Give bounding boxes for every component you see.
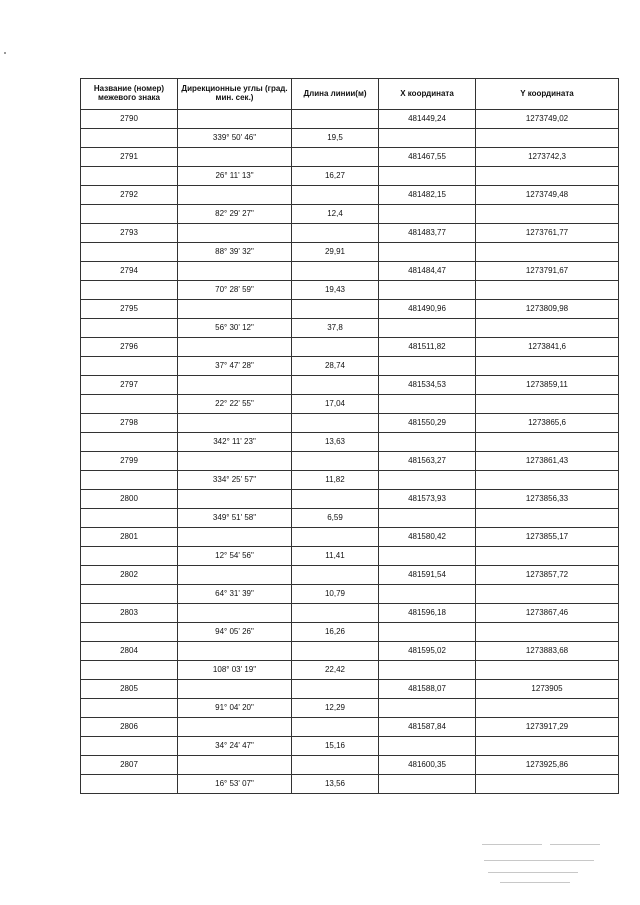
cell-x-coordinate: 481573,93 [379, 490, 476, 509]
cell-marker-name [81, 167, 178, 186]
header-row [81, 79, 619, 110]
header-direction-angle: Дирекционные углы (град. мин. сек.) [178, 79, 292, 110]
cell-x-coordinate: 481591,54 [379, 566, 476, 585]
cell-line-length [292, 414, 379, 433]
cell-x-coordinate: 481588,07 [379, 680, 476, 699]
cell-marker-name [81, 433, 178, 452]
cell-y-coordinate: 1273859,11 [476, 376, 619, 395]
cell-x-coordinate: 481563,27 [379, 452, 476, 471]
cell-marker-name: 2792 [81, 186, 178, 205]
table-row [81, 148, 619, 167]
cell-marker-name [81, 395, 178, 414]
cell-x-coordinate: 481600,35 [379, 756, 476, 775]
cell-direction-angle: 26° 11' 13" [178, 167, 292, 186]
cell-y-coordinate [476, 585, 619, 604]
cell-x-coordinate [379, 129, 476, 148]
table-row [81, 756, 619, 775]
cell-y-coordinate: 1273749,02 [476, 110, 619, 129]
cell-x-coordinate [379, 661, 476, 680]
cell-marker-name [81, 281, 178, 300]
cell-y-coordinate: 1273809,98 [476, 300, 619, 319]
cell-x-coordinate [379, 509, 476, 528]
cell-x-coordinate [379, 395, 476, 414]
cell-direction-angle [178, 680, 292, 699]
cell-marker-name: 2793 [81, 224, 178, 243]
cell-direction-angle: 334° 25' 57" [178, 471, 292, 490]
cell-y-coordinate: 1273742,3 [476, 148, 619, 167]
cell-x-coordinate [379, 699, 476, 718]
cell-marker-name: 2795 [81, 300, 178, 319]
cell-line-length [292, 376, 379, 395]
cell-direction-angle: 82° 29' 27" [178, 205, 292, 224]
cell-line-length [292, 452, 379, 471]
boundary-coordinates-table [80, 78, 619, 794]
cell-x-coordinate [379, 737, 476, 756]
cell-y-coordinate: 1273905 [476, 680, 619, 699]
cell-y-coordinate: 1273761,77 [476, 224, 619, 243]
table-header [81, 79, 619, 110]
cell-line-length [292, 224, 379, 243]
table-row [81, 338, 619, 357]
cell-line-length [292, 756, 379, 775]
cell-line-length: 28,74 [292, 357, 379, 376]
cell-line-length [292, 680, 379, 699]
table-row [81, 718, 619, 737]
table-row [81, 357, 619, 376]
cell-direction-angle [178, 566, 292, 585]
cell-line-length: 19,43 [292, 281, 379, 300]
table-row [81, 661, 619, 680]
header-line-length: Длина линии(м) [292, 79, 379, 110]
cell-marker-name [81, 661, 178, 680]
cell-marker-name: 2805 [81, 680, 178, 699]
cell-y-coordinate [476, 471, 619, 490]
table-row [81, 262, 619, 281]
cell-x-coordinate [379, 775, 476, 794]
cell-y-coordinate: 1273925,86 [476, 756, 619, 775]
cell-line-length [292, 566, 379, 585]
cell-line-length: 13,56 [292, 775, 379, 794]
cell-direction-angle [178, 642, 292, 661]
table-row [81, 319, 619, 338]
cell-marker-name: 2796 [81, 338, 178, 357]
cell-x-coordinate: 481596,18 [379, 604, 476, 623]
table-row [81, 205, 619, 224]
cell-y-coordinate: 1273855,17 [476, 528, 619, 547]
table-row [81, 528, 619, 547]
faint-stamp-marks [480, 838, 620, 888]
cell-y-coordinate [476, 395, 619, 414]
cell-x-coordinate: 481595,02 [379, 642, 476, 661]
cell-line-length [292, 718, 379, 737]
cell-y-coordinate: 1273867,46 [476, 604, 619, 623]
cell-direction-angle [178, 224, 292, 243]
cell-direction-angle [178, 452, 292, 471]
cell-y-coordinate: 1273883,68 [476, 642, 619, 661]
cell-y-coordinate [476, 509, 619, 528]
cell-x-coordinate [379, 433, 476, 452]
table-row [81, 471, 619, 490]
cell-marker-name [81, 205, 178, 224]
cell-direction-angle: 70° 28' 59" [178, 281, 292, 300]
cell-direction-angle [178, 528, 292, 547]
cell-y-coordinate [476, 167, 619, 186]
cell-y-coordinate: 1273856,33 [476, 490, 619, 509]
cell-direction-angle: 34° 24' 47" [178, 737, 292, 756]
cell-y-coordinate: 1273857,72 [476, 566, 619, 585]
cell-direction-angle: 12° 54' 56" [178, 547, 292, 566]
cell-marker-name [81, 547, 178, 566]
cell-line-length: 17,04 [292, 395, 379, 414]
table-row [81, 452, 619, 471]
cell-direction-angle: 339° 50' 46" [178, 129, 292, 148]
cell-y-coordinate [476, 129, 619, 148]
cell-direction-angle [178, 718, 292, 737]
cell-marker-name: 2802 [81, 566, 178, 585]
cell-x-coordinate: 481484,47 [379, 262, 476, 281]
cell-x-coordinate [379, 585, 476, 604]
table-row [81, 414, 619, 433]
cell-x-coordinate: 481587,84 [379, 718, 476, 737]
cell-line-length: 22,42 [292, 661, 379, 680]
cell-marker-name: 2803 [81, 604, 178, 623]
table-row [81, 300, 619, 319]
cell-marker-name [81, 243, 178, 262]
cell-marker-name [81, 585, 178, 604]
table-row [81, 547, 619, 566]
cell-marker-name: 2797 [81, 376, 178, 395]
cell-line-length: 16,26 [292, 623, 379, 642]
cell-line-length: 12,4 [292, 205, 379, 224]
cell-marker-name [81, 357, 178, 376]
cell-marker-name: 2798 [81, 414, 178, 433]
cell-line-length [292, 338, 379, 357]
cell-marker-name: 2790 [81, 110, 178, 129]
cell-marker-name [81, 699, 178, 718]
cell-direction-angle: 37° 47' 28" [178, 357, 292, 376]
table-row [81, 395, 619, 414]
cell-direction-angle [178, 300, 292, 319]
cell-y-coordinate [476, 357, 619, 376]
cell-line-length: 13,63 [292, 433, 379, 452]
cell-x-coordinate: 481467,55 [379, 148, 476, 167]
cell-x-coordinate: 481449,24 [379, 110, 476, 129]
table-row [81, 243, 619, 262]
table-row [81, 224, 619, 243]
cell-line-length: 11,41 [292, 547, 379, 566]
cell-x-coordinate: 481534,53 [379, 376, 476, 395]
cell-direction-angle: 108° 03' 19" [178, 661, 292, 680]
table-row [81, 775, 619, 794]
header-x-coordinate: X координата [379, 79, 476, 110]
table-row [81, 604, 619, 623]
cell-x-coordinate [379, 319, 476, 338]
cell-line-length [292, 110, 379, 129]
cell-x-coordinate [379, 205, 476, 224]
cell-direction-angle [178, 414, 292, 433]
cell-x-coordinate: 481550,29 [379, 414, 476, 433]
cell-line-length [292, 148, 379, 167]
cell-y-coordinate: 1273917,29 [476, 718, 619, 737]
cell-direction-angle [178, 338, 292, 357]
cell-line-length: 15,16 [292, 737, 379, 756]
cell-y-coordinate [476, 547, 619, 566]
cell-y-coordinate [476, 623, 619, 642]
table-row [81, 642, 619, 661]
cell-line-length [292, 490, 379, 509]
cell-x-coordinate [379, 623, 476, 642]
cell-marker-name [81, 129, 178, 148]
cell-marker-name [81, 775, 178, 794]
table-row [81, 433, 619, 452]
cell-line-length [292, 528, 379, 547]
table-body [81, 110, 619, 794]
cell-direction-angle [178, 110, 292, 129]
cell-y-coordinate [476, 205, 619, 224]
cell-line-length [292, 186, 379, 205]
cell-x-coordinate [379, 471, 476, 490]
cell-y-coordinate [476, 661, 619, 680]
cell-y-coordinate [476, 243, 619, 262]
table-row [81, 585, 619, 604]
header-y-coordinate: Y координата [476, 79, 619, 110]
cell-marker-name: 2804 [81, 642, 178, 661]
cell-direction-angle [178, 262, 292, 281]
table-row [81, 110, 619, 129]
cell-y-coordinate: 1273861,43 [476, 452, 619, 471]
cell-direction-angle: 91° 04' 20" [178, 699, 292, 718]
cell-x-coordinate: 481482,15 [379, 186, 476, 205]
cell-line-length [292, 642, 379, 661]
cell-line-length [292, 300, 379, 319]
cell-marker-name [81, 471, 178, 490]
cell-marker-name [81, 509, 178, 528]
table-row [81, 490, 619, 509]
cell-x-coordinate [379, 547, 476, 566]
table-row [81, 566, 619, 585]
table-row [81, 129, 619, 148]
cell-marker-name: 2806 [81, 718, 178, 737]
cell-direction-angle: 88° 39' 32" [178, 243, 292, 262]
cell-direction-angle [178, 376, 292, 395]
cell-direction-angle: 56° 30' 12" [178, 319, 292, 338]
table-row [81, 699, 619, 718]
table-row [81, 509, 619, 528]
scan-speck [4, 52, 6, 54]
table-row [81, 737, 619, 756]
cell-x-coordinate: 481490,96 [379, 300, 476, 319]
cell-x-coordinate: 481483,77 [379, 224, 476, 243]
cell-y-coordinate [476, 281, 619, 300]
cell-y-coordinate [476, 699, 619, 718]
cell-direction-angle: 349° 51' 58" [178, 509, 292, 528]
cell-y-coordinate: 1273749,48 [476, 186, 619, 205]
cell-x-coordinate: 481511,82 [379, 338, 476, 357]
table-row [81, 623, 619, 642]
cell-direction-angle [178, 148, 292, 167]
cell-marker-name [81, 737, 178, 756]
cell-direction-angle [178, 604, 292, 623]
cell-direction-angle: 94° 05' 26" [178, 623, 292, 642]
cell-x-coordinate [379, 357, 476, 376]
cell-line-length: 12,29 [292, 699, 379, 718]
cell-marker-name: 2800 [81, 490, 178, 509]
cell-line-length: 16,27 [292, 167, 379, 186]
cell-x-coordinate: 481580,42 [379, 528, 476, 547]
cell-line-length: 37,8 [292, 319, 379, 338]
cell-direction-angle [178, 186, 292, 205]
cell-line-length: 6,59 [292, 509, 379, 528]
header-marker-name: Название (номер) межевого знака [81, 79, 178, 110]
table-row [81, 680, 619, 699]
table-row [81, 281, 619, 300]
cell-x-coordinate [379, 167, 476, 186]
table-row [81, 167, 619, 186]
cell-marker-name: 2807 [81, 756, 178, 775]
cell-marker-name [81, 623, 178, 642]
cell-direction-angle: 22° 22' 55" [178, 395, 292, 414]
cell-y-coordinate [476, 433, 619, 452]
cell-x-coordinate [379, 243, 476, 262]
cell-marker-name: 2801 [81, 528, 178, 547]
cell-y-coordinate [476, 775, 619, 794]
cell-direction-angle: 342° 11' 23" [178, 433, 292, 452]
cell-marker-name: 2791 [81, 148, 178, 167]
cell-direction-angle [178, 756, 292, 775]
table-row [81, 376, 619, 395]
cell-y-coordinate [476, 319, 619, 338]
cell-line-length: 29,91 [292, 243, 379, 262]
cell-direction-angle [178, 490, 292, 509]
cell-line-length [292, 604, 379, 623]
cell-line-length [292, 262, 379, 281]
cell-y-coordinate: 1273865,6 [476, 414, 619, 433]
cell-marker-name [81, 319, 178, 338]
cell-direction-angle: 64° 31' 39" [178, 585, 292, 604]
cell-line-length: 10,79 [292, 585, 379, 604]
cell-y-coordinate: 1273841,6 [476, 338, 619, 357]
cell-direction-angle: 16° 53' 07" [178, 775, 292, 794]
cell-line-length: 19,5 [292, 129, 379, 148]
cell-marker-name: 2794 [81, 262, 178, 281]
table-row [81, 186, 619, 205]
cell-y-coordinate [476, 737, 619, 756]
cell-x-coordinate [379, 281, 476, 300]
cell-line-length: 11,82 [292, 471, 379, 490]
cell-y-coordinate: 1273791,67 [476, 262, 619, 281]
cell-marker-name: 2799 [81, 452, 178, 471]
